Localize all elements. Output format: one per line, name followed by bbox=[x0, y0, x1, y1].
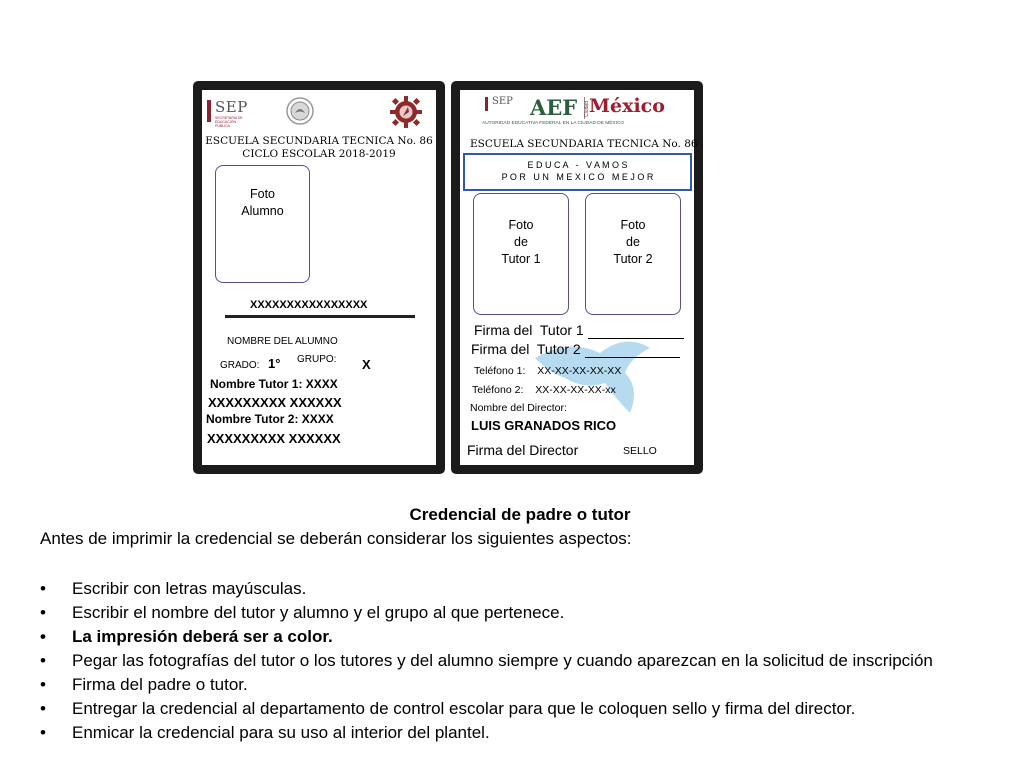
technical-school-gear-icon bbox=[389, 95, 423, 129]
motto-line1: E D U C A - V A M O S bbox=[527, 160, 628, 170]
group-label: GRUPO: bbox=[297, 354, 337, 365]
tutor2-signature: Firma del Tutor 2 bbox=[471, 341, 581, 357]
motto-line2: P O R U N M E X I C O M E J O R bbox=[501, 172, 654, 182]
student-name-line bbox=[225, 315, 415, 318]
phone2-row: Teléfono 2: XX-XX-XX-XX-xx bbox=[472, 384, 616, 396]
tutor1-signature-line bbox=[588, 338, 684, 339]
motto-box bbox=[463, 153, 692, 191]
director-label: Nombre del Director: bbox=[470, 402, 567, 414]
tutor2-name-line: Nombre Tutor 2: XXXX bbox=[206, 412, 334, 426]
national-seal-icon bbox=[285, 96, 315, 126]
tutor1-name-line: Nombre Tutor 1: XXXX bbox=[210, 377, 338, 391]
student-name-placeholder: XXXXXXXXXXXXXXXX bbox=[250, 299, 368, 311]
tutor-id-card-back bbox=[451, 81, 703, 474]
instructions-intro: Antes de imprimir la credencial se deberán considerar los siguientes aspectos: bbox=[40, 529, 632, 548]
list-item: • Escribir el nombre del tutor y alumno y el grupo al que pertenece. bbox=[40, 601, 1020, 625]
mexico-logo: México bbox=[589, 95, 665, 117]
director-signature: Firma del Director bbox=[467, 442, 579, 458]
grade-value: 1° bbox=[268, 356, 281, 371]
list-item: • Enmicar la credencial para su uso al interior del plantel. bbox=[40, 721, 1020, 745]
tutor2-name-value: XXXXXXXXX XXXXXX bbox=[207, 431, 341, 446]
group-value: X bbox=[362, 357, 371, 372]
grade-label: GRADO: bbox=[220, 360, 260, 371]
list-item: • La impresión deberá ser a color. bbox=[40, 625, 1020, 649]
student-id-card-front bbox=[193, 81, 445, 474]
tutor1-signature: Firma del Tutor 1 bbox=[474, 322, 584, 338]
list-item: • Firma del padre o tutor. bbox=[40, 673, 1020, 697]
school-name: ESCUELA SECUNDARIA TECNICA No. 86 bbox=[205, 135, 433, 147]
ciudad-label: Ciudad bbox=[583, 101, 590, 117]
list-item: • Escribir con letras mayúsculas. bbox=[40, 577, 1020, 601]
student-name-label: NOMBRE DEL ALUMNO bbox=[227, 336, 338, 347]
list-item: • Entregar la credencial al departamento de control escolar para que le coloquen sello y firma del director. bbox=[40, 697, 1020, 721]
aef-logo: AEF bbox=[530, 95, 578, 120]
sep-logo-icon: SEP SECRETARÍA DE EDUCACIÓN PÚBLICA bbox=[204, 96, 270, 128]
director-name: LUIS GRANADOS RICO bbox=[471, 418, 617, 433]
tutor1-photo-placeholder: Foto de Tutor 1 bbox=[473, 193, 569, 315]
tutor2-photo-placeholder: Foto de Tutor 2 bbox=[585, 193, 681, 315]
tutor2-signature-line bbox=[585, 357, 680, 358]
phone1-row: Teléfono 1: XX-XX-XX-XX-XX bbox=[474, 365, 622, 377]
student-photo-placeholder: Foto Alumno bbox=[215, 165, 310, 283]
school-name: ESCUELA SECUNDARIA TECNICA No. 86 bbox=[470, 138, 698, 150]
instructions-list bbox=[40, 577, 1020, 745]
school-cycle: CICLO ESCOLAR 2018-2019 bbox=[242, 148, 396, 160]
seal-label: SELLO bbox=[623, 445, 657, 457]
tutor1-name-value: XXXXXXXXX XXXXXX bbox=[208, 395, 342, 410]
list-item: • Pegar las fotografías del tutor o los tutores y del alumno siempre y cuando aparezcan en la solicitud de inscripción bbox=[40, 649, 1020, 673]
sep-small-logo-icon: SEP bbox=[482, 94, 532, 122]
aef-subtitle: AUTORIDAD EDUCATIVA FEDERAL EN LA CIUDAD DE MÉXICO bbox=[482, 121, 625, 126]
instructions-title: Credencial de padre o tutor bbox=[409, 505, 631, 524]
